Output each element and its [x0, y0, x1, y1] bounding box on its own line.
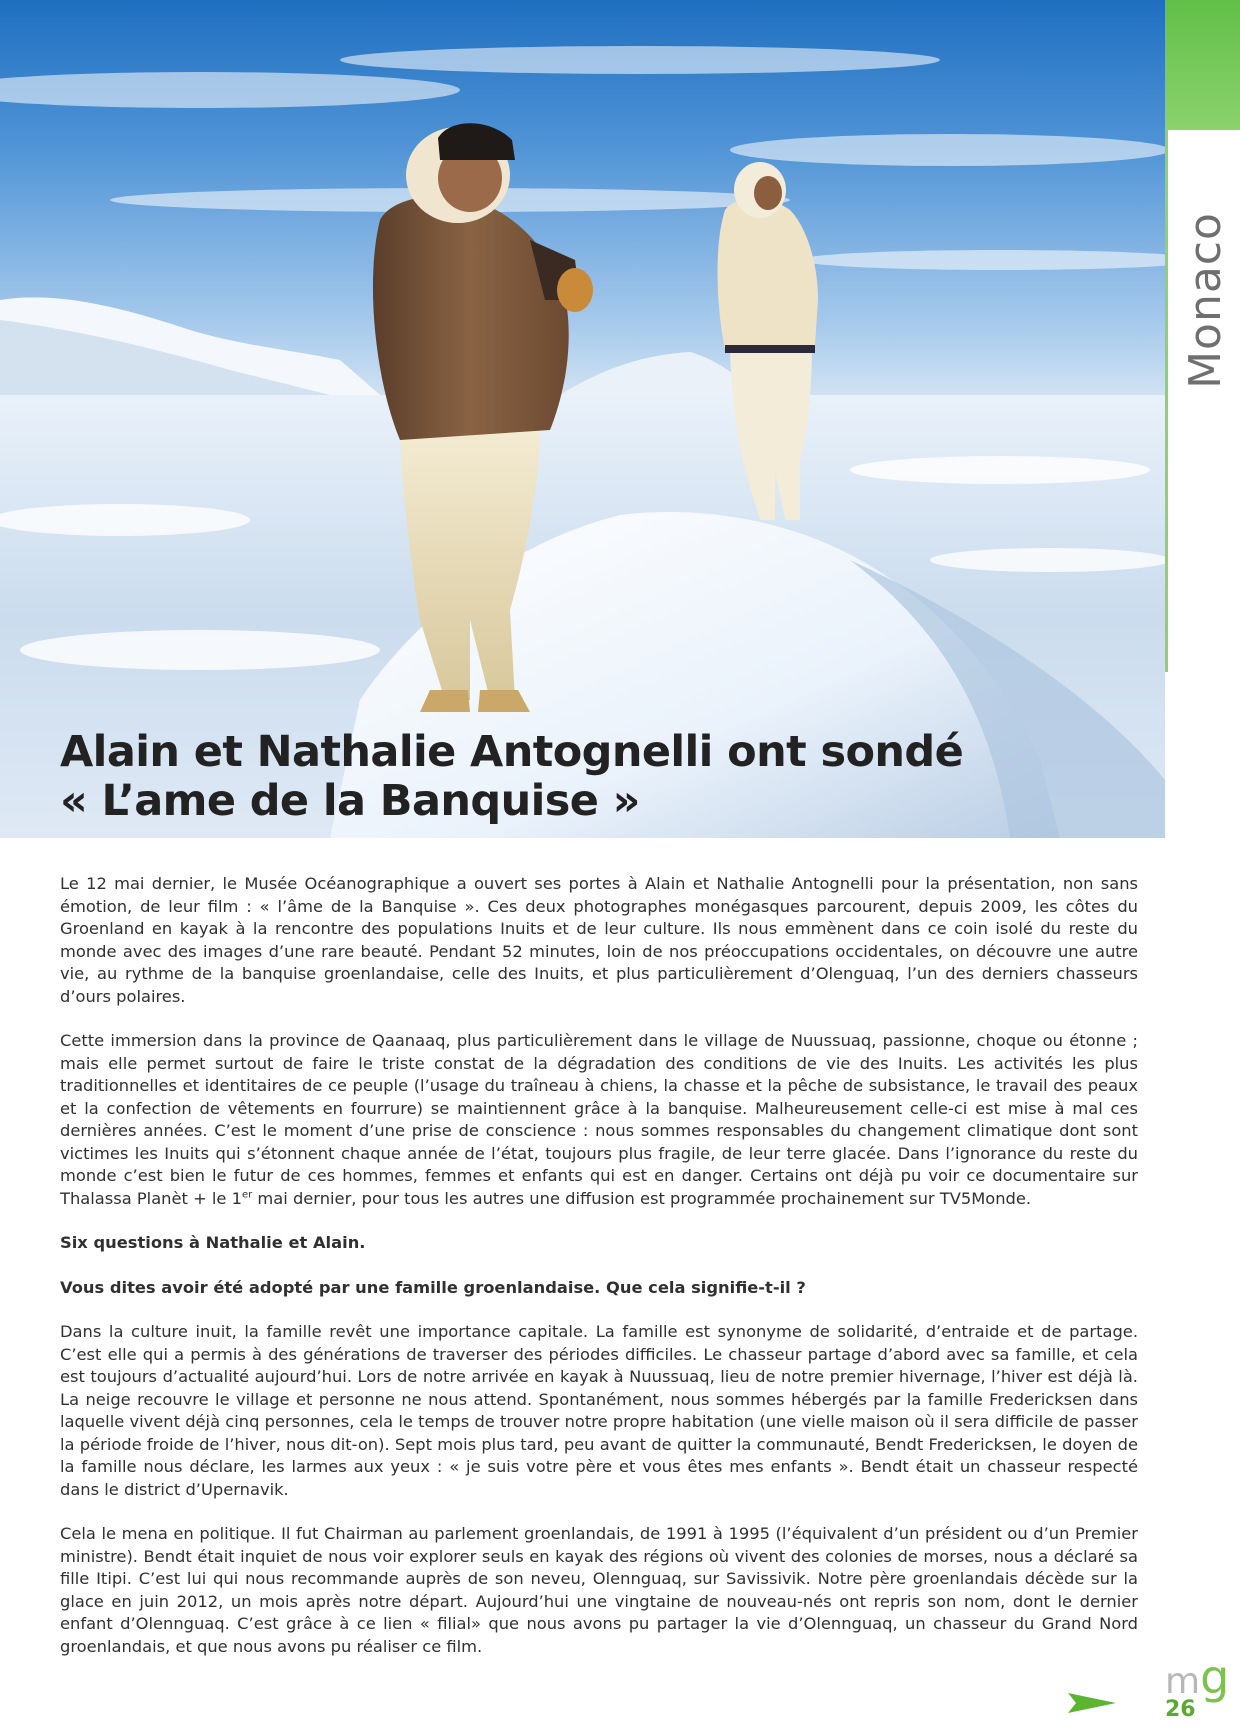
- section-tab-green-bar: [1165, 0, 1240, 130]
- article-title-line-2: « L’ame de la Banquise »: [60, 776, 640, 826]
- section-label-text: Monaco: [1179, 211, 1231, 389]
- next-page-arrow-icon[interactable]: [1068, 1690, 1118, 1716]
- magazine-logo: [1165, 1650, 1235, 1704]
- paragraph-immersion-tail: mai dernier, pour tous les autres une diffusion est programmée prochainement sur TV5Monde.: [252, 1188, 1032, 1208]
- article-title: [60, 728, 1120, 826]
- paragraph-immersion: [60, 1030, 1138, 1210]
- superscript-er: er: [241, 1189, 253, 1201]
- section-tab-green-line: [1165, 130, 1168, 672]
- heading-six-questions: Six questions à Nathalie et Alain.: [60, 1233, 366, 1252]
- answer-1-paragraph-2: Cela le mena en politique. Il fut Chairman au parlement groenlandais, de 1991 à 1995 (l’équivalent d’un président ou d’un Premier ministre). Bendt était inquiet de nous voir explorer seuls en kayak des régions où vivent des colonies de morses, nous a déclaré sa fille Itipi. C’est lui qui nous recommande auprès de son neveu, Olennguaq, sur Savissivik. Notre père groenlandais décède sur la glace en juin 2012, un mois après notre départ. Aujourd’hui une vingtaine de nouveau-nés ont repris son nom, dont le dernier enfant d’Olennguaq. C’est grâce à ce lien « filial» que nous avons pu partager la vie d’Olennguaq, un chasseur du Grand Nord groenlandais, et que nous avons pu réaliser ce film.: [60, 1524, 1138, 1656]
- hero-illustration: [0, 0, 1165, 838]
- hero-photo: [0, 0, 1165, 838]
- logo-letter-m: m: [1165, 1661, 1201, 1702]
- paragraph-immersion-text: Cette immersion dans la province de Qaanaaq, plus particulièrement dans le village de Nuussuaq, passionne, choque ou étonne ; mais elle permet surtout de faire le triste constat de la dégradation des conditions de vie des Inuits. Les activités les plus traditionnelles et identitaires de ce peuple (l’usage du traîneau à chiens, la chasse et la pêche de subsistance, le travail des peaux et la confection de vêtements en fourrure) se maintiennent grâce à la banquise. Malheureusement celle-ci est mise à mal ces dernières années. C’est le moment d’une prise de conscience : nous sommes responsables du changement climatique dont sont victimes les Inuits qui s’étonnent chaque année de l’état, toujours plus fragile, de leur terre glacée. Dans l’ignorance du reste du monde c’est bien le futur de ces hommes, femmes et enfants qui est en danger. Certains ont déjà pu voir ce documentaire sur Thalassa Planèt + le 1: [60, 1031, 1138, 1208]
- article-title-line-1: Alain et Nathalie Antognelli ont sondé: [60, 727, 964, 777]
- paragraph-intro: Le 12 mai dernier, le Musée Océanographique a ouvert ses portes à Alain et Nathalie Antognelli pour la présentation, non sans émotion, de leur film : « l’âme de la Banquise ». Ces deux photographes monégasques parcourent, depuis 2009, les côtes du Groenland en kayak à la rencontre des populations Inuits et de leur culture. Ils nous emmènent dans ce coin isolé du reste du monde avec des images d’une rare beauté. Pendant 52 minutes, loin de nos préoccupations occidentales, on découvre une autre vie, au rythme de la banquise groenlandaise, celle des Inuits, et plus particulièrement d’Olenguaq, l’un des derniers chasseurs d’ours polaires.: [60, 874, 1138, 1006]
- section-label: [1175, 210, 1235, 390]
- article-body: [60, 873, 1138, 1680]
- page-number: 26: [1165, 1697, 1196, 1722]
- logo-letter-g: g: [1200, 1650, 1230, 1704]
- question-1: Vous dites avoir été adopté par une famille groenlandaise. Que cela signifie-t-il ?: [60, 1277, 806, 1297]
- answer-1-paragraph-1: Dans la culture inuit, la famille revêt une importance capitale. La famille est synonyme de solidarité, d’entraide et de partage. C’est elle qui a permis à des générations de traverser des périodes difficiles. Le chasseur partage d’abord avec sa famille, et cela est toujours d’actualité aujourd’hui. Lors de notre arrivée en kayak à Nuussuaq, lieu de notre premier hivernage, l’hiver est déjà là. La neige recouvre le village et personne ne nous attend. Spontanément, nous sommes hébergés par la famille Fredericksen dans laquelle vivent déjà cinq personnes, cela le temps de trouver notre propre habitation (une vielle maison où il sera difficile de passer la période froide de l’hiver, nous dit-on). Sept mois plus tard, peu avant de quitter la communauté, Bendt Fredericksen, le doyen de la famille nous déclare, les larmes aux yeux : « je suis votre père et vous êtes mes enfants ». Bendt était un chasseur respecté dans le district d’Upernavik.: [60, 1322, 1138, 1499]
